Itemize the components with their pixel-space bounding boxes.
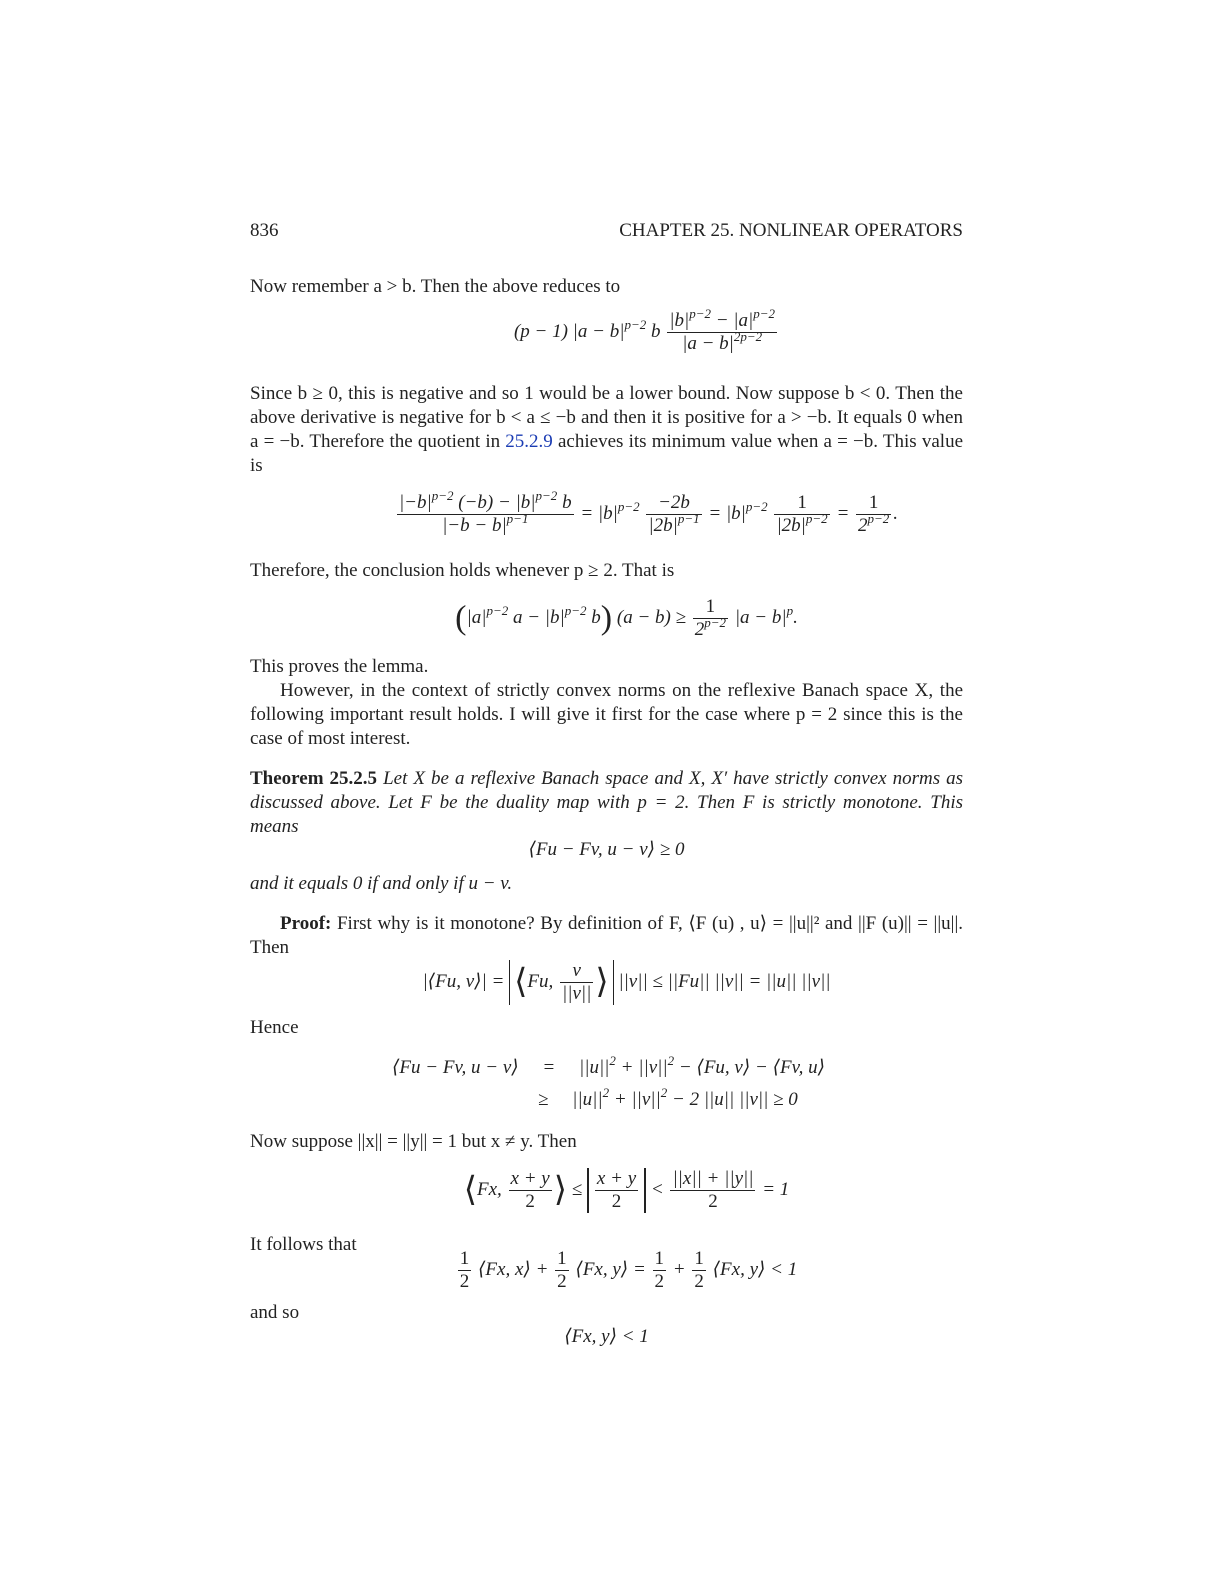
equation-expansion-line1: ⟨Fu − Fv, u − v⟩ = $||u||^2 + ||v||^2$ − ⟨Fu, v⟩ − ⟨Fv, u⟩ <box>392 1053 826 1078</box>
running-header: CHAPTER 25. NONLINEAR OPERATORS <box>619 220 963 241</box>
proof-text: First why is it monotone? By definition of F, ⟨F (u) , u⟩ = ||u||² and ||F (u)|| = ||u||. Then <box>250 913 964 958</box>
equation-expansion-line2: ≥ $||u||^2 + ||v||^2 - 2$ ||u|| ||v|| ≥ 0 <box>538 1085 798 1110</box>
paragraph-since-b <box>250 382 963 478</box>
paragraph-now-remember: Now remember a > b. Then the above reduces to <box>250 276 621 297</box>
equation-monotone: ⟨Fu − Fv, u − v⟩ ≥ 0 <box>528 839 685 860</box>
theorem-statement: Let X be a reflexive Banach space and X, X′ have strictly convex norms as discussed above. Let F be the duality map with p = 2. Then F is strictly monotone. This means <box>250 768 964 837</box>
text-now-suppose: Now suppose ||x|| = ||y|| = 1 but x ≠ y. Then <box>250 1131 577 1152</box>
paragraph-since-b-text-b: achieves its minimum value when a = −b. This value is <box>250 431 963 476</box>
paragraph-proves-lemma: This proves the lemma. <box>250 656 429 677</box>
paragraph-however: However, in the context of strictly convex norms on the reflexive Banach space X, the following important result holds. I will give it first for the case where p = 2 since this is the case of most interest. <box>250 680 963 749</box>
theorem-end: and it equals 0 if and only if u − v. <box>250 873 513 894</box>
equation-strict-convexity: ⟨Fx, $\frac{x + y}{2}$ ⟩ ≤ $\frac{x + y}{2}$ < $\frac{||x|| + ||y||}{2}$ = 1 <box>463 1168 790 1212</box>
document-page <box>250 0 963 1584</box>
equation-half-sum: $\frac{1}{2}$ ⟨Fx, x⟩ + $\frac{1}{2}$ ⟨Fx, y⟩ = $\frac{1}{2}$ + $\frac{1}{2}$ ⟨Fx, y⟩ < 1 <box>459 1248 798 1292</box>
proof-label: Proof: <box>280 913 332 934</box>
equation-bound: |⟨Fu, v⟩| = ⟨Fu, $\frac{v}{||v||}$ ⟩ ||v|| ≤ ||Fu|| ||v|| = ||u|| ||v|| <box>422 960 831 1004</box>
equation-reference-link[interactable]: 25.2.9 <box>505 431 553 452</box>
text-it-follows: It follows that <box>250 1234 357 1255</box>
page-number: 836 <box>250 220 279 241</box>
equation-final: ⟨Fx, y⟩ < 1 <box>564 1326 649 1347</box>
text-hence: Hence <box>250 1017 299 1038</box>
proof-block <box>250 912 963 960</box>
theorem-block <box>250 767 963 839</box>
text-and-so: and so <box>250 1302 300 1323</box>
equation-derivative: (p − 1) $|a - b|^{p-2}$ b $\frac{|b|^{p-2} - |a|^{p-2}}{|a - b|^{2p-2}}$ <box>513 306 776 354</box>
paragraph-since-b-text-a: Since b ≥ 0, this is negative and so 1 would be a lower bound. Now suppose b < 0. Then the above derivative is negative for b < a ≤ −b and then it is positive for a > −b. It equals 0 when a = −b. Therefore the quotient in <box>250 383 963 452</box>
theorem-label: Theorem 25.2.5 <box>250 768 378 789</box>
paragraph-therefore: Therefore, the conclusion holds whenever p ≥ 2. That is <box>250 560 675 581</box>
equation-conclusion: ($|a|^{p-2}$ $a - |b|^{p-2}$ b) (a − b) ≥ $\frac{1}{2^{p-2}}$ $|a - b|^p$. <box>455 596 798 640</box>
equation-minimum-value: $\frac{|-b|^{p-2} (-b) - |b|^{p-2} b}{|-b - b|^{p-1}}$ = $|b|^{p-2}$ $\frac{-2b}{|2b|^{p-1}}$ = $|b|^{p-2}$ $\frac{1}{|2b|^{p-2}}$ = $\frac{1}{2^{p-2}}$ . <box>398 488 899 536</box>
